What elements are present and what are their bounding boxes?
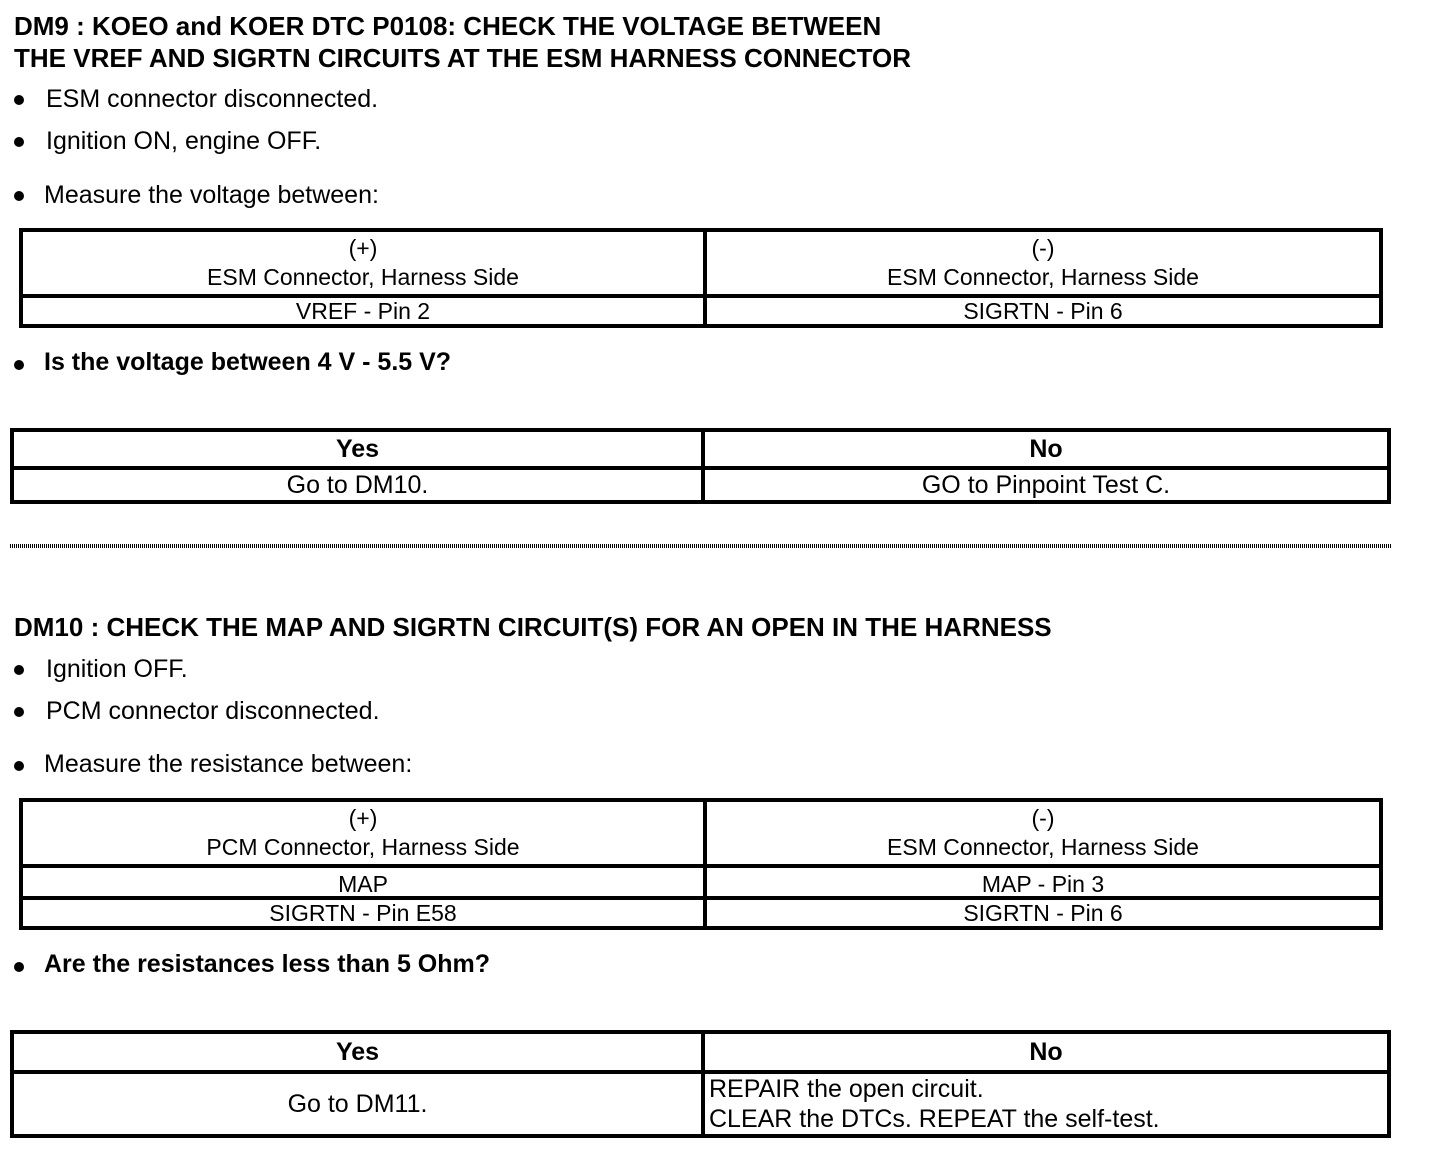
- bullet-icon: [14, 191, 24, 201]
- plus-symbol: (+): [348, 235, 378, 261]
- no-header: No: [701, 1034, 1387, 1070]
- dm9-question: Is the voltage between 4 V - 5.5 V?: [44, 348, 452, 376]
- dm10-heading: DM10 : CHECK THE MAP AND SIGRTN CIRCUIT(S) FOR AN OPEN IN THE HARNESS: [14, 612, 1052, 642]
- plus-header-cell: [23, 802, 703, 864]
- dm10-result-table: [10, 1030, 1391, 1138]
- plus-header-cell: [23, 232, 703, 294]
- table-row: [23, 896, 1379, 926]
- plus-symbol: (+): [348, 805, 378, 831]
- no-header: No: [701, 432, 1387, 466]
- dm10-question: Are the resistances less than 5 Ohm?: [44, 950, 491, 978]
- bullet-icon: [14, 95, 24, 105]
- table-row: [23, 864, 1379, 900]
- dm10-measure-table: [19, 798, 1383, 930]
- minus-label: ESM Connector, Harness Side: [887, 264, 1199, 290]
- dm10-bullet-2: PCM connector disconnected.: [46, 697, 380, 725]
- minus-header-cell: [703, 802, 1379, 864]
- dm9-result-table: [10, 428, 1391, 504]
- minus-symbol: (-): [1031, 235, 1055, 261]
- table-row: [14, 466, 1387, 500]
- table-row: [14, 1070, 1387, 1134]
- table-header-row: [23, 232, 1379, 294]
- plus-label: ESM Connector, Harness Side: [207, 264, 519, 290]
- dm9-heading-line2: THE VREF AND SIGRTN CIRCUITS AT THE ESM HARNESS CONNECTOR: [14, 43, 912, 73]
- no-action-line1: REPAIR the open circuit.: [709, 1075, 984, 1103]
- dm9-bullet-3: Measure the voltage between:: [44, 181, 379, 209]
- bullet-icon: [14, 761, 24, 771]
- minus-value-cell: SIGRTN - Pin 6: [703, 298, 1379, 324]
- dm10-bullet-3: Measure the resistance between:: [44, 750, 413, 778]
- bullet-icon: [14, 962, 24, 972]
- plus-value-cell: SIGRTN - Pin E58: [269, 899, 457, 926]
- minus-label: ESM Connector, Harness Side: [887, 834, 1199, 860]
- no-action: [701, 1074, 1387, 1134]
- yes-header: Yes: [335, 1037, 380, 1066]
- dm9-bullet-1: ESM connector disconnected.: [46, 85, 379, 113]
- yes-action: Go to DM10.: [286, 470, 429, 499]
- no-action: GO to Pinpoint Test C.: [701, 470, 1387, 500]
- dm9-heading-line1: DM9 : KOEO and KOER DTC P0108: CHECK THE VOLTAGE BETWEEN: [14, 11, 882, 41]
- bullet-icon: [14, 137, 24, 147]
- minus-symbol: (-): [1031, 805, 1055, 831]
- table-header-row: [23, 802, 1379, 864]
- dm9-bullet-2: Ignition ON, engine OFF.: [46, 127, 322, 155]
- minus-header-cell: [703, 232, 1379, 294]
- plus-value-cell: VREF - Pin 2: [295, 297, 431, 324]
- minus-value-cell: MAP - Pin 3: [703, 868, 1379, 900]
- section-divider: [10, 544, 1392, 548]
- plus-value-cell: MAP: [338, 870, 388, 897]
- dm10-bullet-1: Ignition OFF.: [46, 655, 188, 683]
- dm9-measure-table: [19, 228, 1383, 328]
- yes-header: Yes: [335, 434, 380, 463]
- no-action-line2: CLEAR the DTCs. REPEAT the self-test.: [709, 1105, 1160, 1133]
- table-header-row: [14, 1034, 1387, 1070]
- minus-value-cell: SIGRTN - Pin 6: [703, 900, 1379, 926]
- bullet-icon: [14, 360, 24, 370]
- bullet-icon: [14, 665, 24, 675]
- table-header-row: [14, 432, 1387, 466]
- table-row: [23, 294, 1379, 324]
- plus-label: PCM Connector, Harness Side: [206, 834, 520, 860]
- bullet-icon: [14, 707, 24, 717]
- yes-action: Go to DM11.: [287, 1089, 428, 1118]
